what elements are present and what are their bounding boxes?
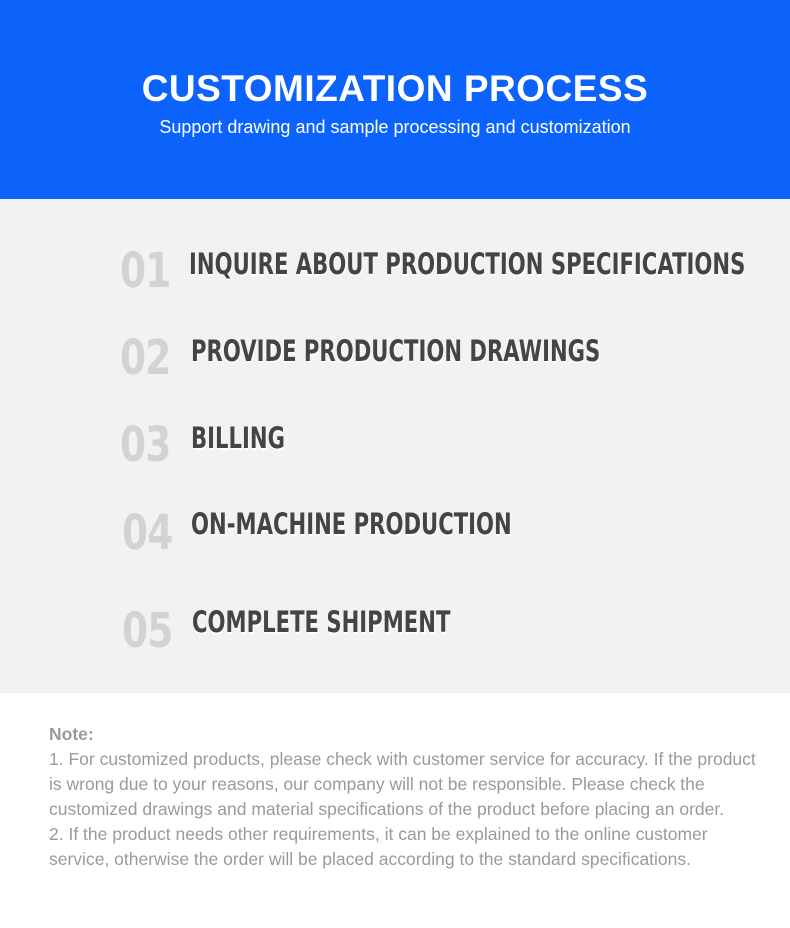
step-label: ON-MACHINE PRODUCTION	[191, 507, 512, 541]
process-steps	[0, 199, 790, 693]
step-number: 05	[122, 603, 173, 659]
process-step-2	[0, 330, 790, 400]
step-label: COMPLETE SHIPMENT	[192, 605, 451, 639]
step-number: 03	[120, 417, 171, 473]
step-number: 02	[120, 330, 171, 386]
process-step-5	[0, 603, 790, 673]
step-number: 01	[120, 243, 171, 299]
step-number: 04	[122, 505, 173, 561]
note-item-2: 2. If the product needs other requirements, it can be explained to the online customer service, otherwise the order will be placed according to the standard specifications.	[49, 824, 708, 869]
step-label: INQUIRE ABOUT PRODUCTION SPECIFICATIONS	[189, 247, 746, 281]
page-title: CUSTOMIZATION PROCESS	[141, 68, 649, 109]
step-label: BILLING	[191, 421, 285, 455]
note-item-1: 1. For customized products, please check with customer service for accuracy. If the product is wrong due to your reasons, our company will not be responsible. Please check the customized drawings and material specifications of the product before placing an order.	[49, 749, 756, 819]
note-section	[49, 722, 769, 872]
process-step-4	[0, 505, 790, 575]
page-subtitle: Support drawing and sample processing and customization	[159, 117, 631, 137]
process-step-3	[0, 417, 790, 487]
step-label: PROVIDE PRODUCTION DRAWINGS	[191, 334, 601, 368]
note-heading: Note:	[49, 724, 94, 744]
process-step-1	[0, 243, 790, 313]
hero-banner	[0, 0, 790, 199]
